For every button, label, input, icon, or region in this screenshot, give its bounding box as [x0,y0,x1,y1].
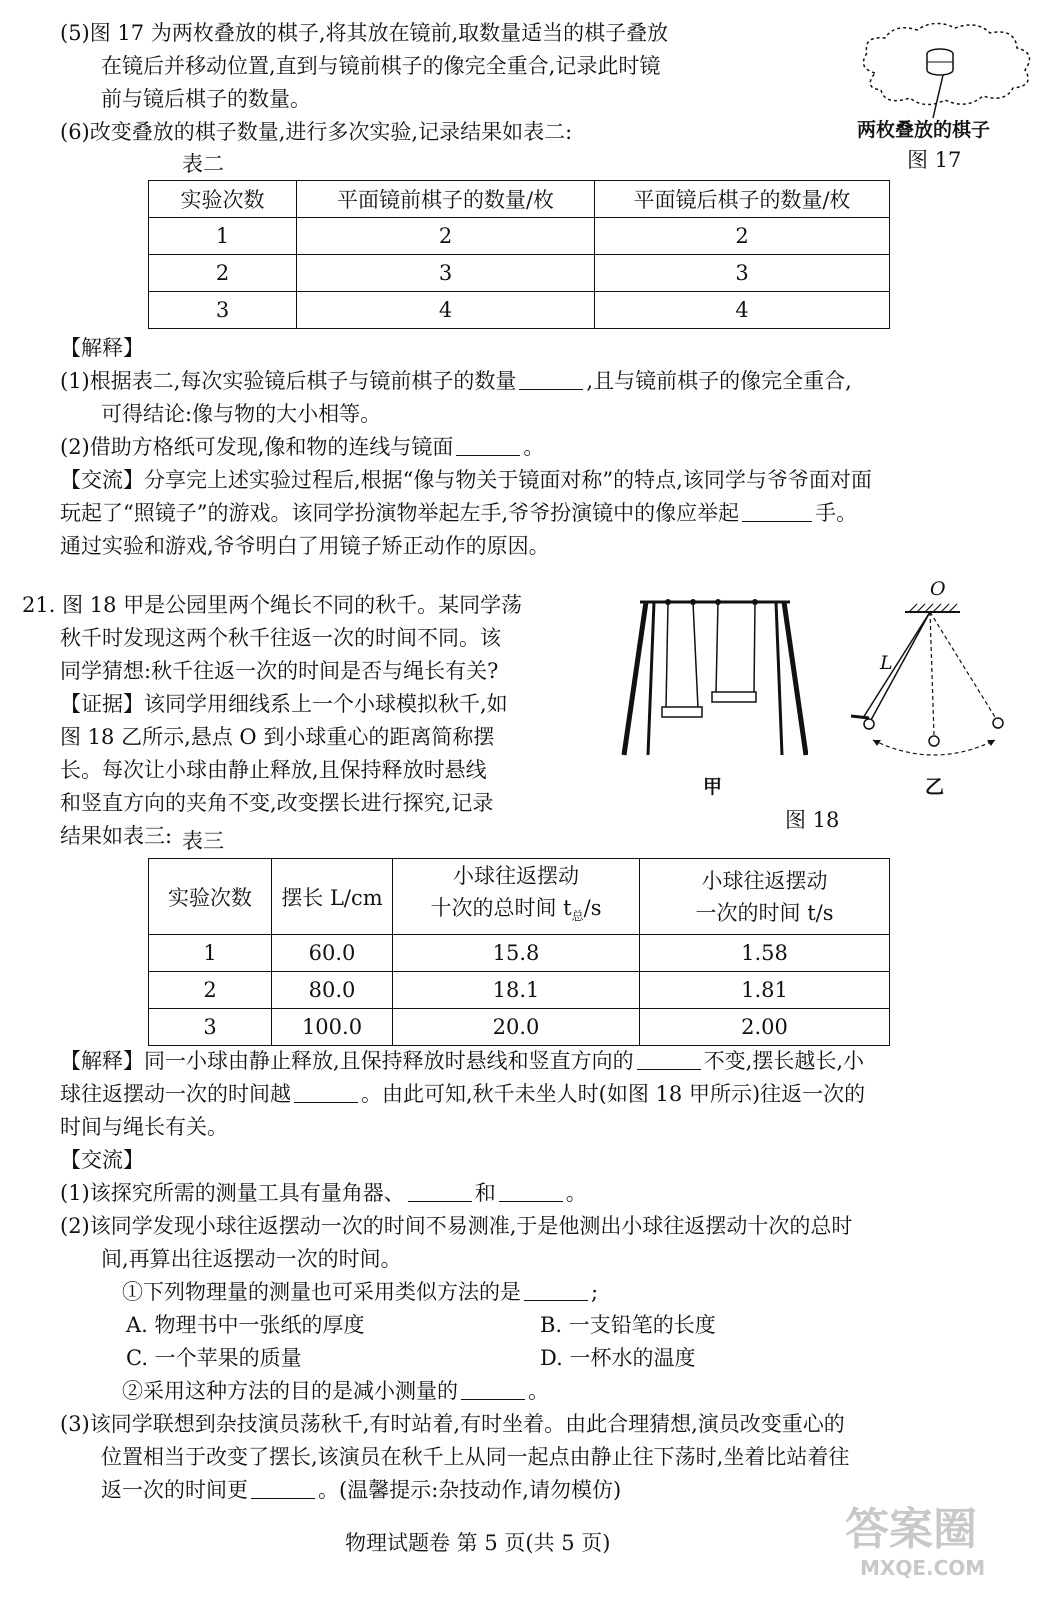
exchange2-sub2 [122,1376,549,1406]
figure-18-caption: 图 18 [785,808,840,832]
table3-cell: 1 [149,935,272,972]
part5-line1: (5)图 17 为两枚叠放的棋子,将其放在镜前,取数量适当的棋子叠放 [60,21,669,45]
table2-cell: 2 [149,255,297,292]
table3-header [640,859,890,935]
table3-cell: 1.81 [640,972,890,1009]
figure-18-label-l: L [880,652,893,674]
exchange2-text: 和 [474,1181,496,1205]
exchange2-q2-line2: 间,再算出往返摆动一次的时间。 [101,1247,402,1271]
exchange1-line3: 通过实验和游戏,爷爷明白了用镜子矫正动作的原因。 [60,534,550,558]
table3-header-subscript: 总 [571,909,584,924]
exchange2-text: (1)该探究所需的测量工具有量角器、 [60,1181,405,1205]
part5-line3: 前与镜后棋子的数量。 [101,87,311,111]
explain1-q2-text: (2)借助方格纸可发现,像和物的连线与镜面 [60,435,454,459]
table3-header-text: 摆长 L/cm [281,885,383,910]
exchange1-line2 [60,498,857,528]
answer-blank[interactable] [524,1280,588,1301]
q21-line1: 21. 图 18 甲是公园里两个绳长不同的秋千。某同学荡 [22,593,523,617]
explain2-text: 【解释】同一小球由静止释放,且保持释放时悬线和竖直方向的 [60,1049,634,1073]
table2-cell: 1 [149,218,297,255]
table3-header [393,859,640,935]
figure-17-label: 两枚叠放的棋子 [857,119,991,141]
table3-header-line: 小球往返摆动 [701,868,828,893]
table2-cell: 2 [297,218,595,255]
table3-cell: 2.00 [640,1009,890,1046]
table3-cell: 100.0 [272,1009,393,1046]
explain1-q1 [60,366,852,396]
explain2-line3: 时间与绳长有关。 [60,1115,228,1139]
table2-cell: 4 [595,292,890,329]
figure-18-label-jia: 甲 [703,776,723,798]
table3-header-line: 小球往返摆动 [453,864,579,889]
table2-cell: 3 [149,292,297,329]
figure-17-cloud [855,18,1045,128]
figure-17-caption: 图 17 [907,148,962,172]
explain2-text: 。由此可知,秋千未坐人时(如图 18 甲所示)往返一次的 [361,1082,866,1106]
table3-cell: 15.8 [393,935,640,972]
q21-line6: 长。每次让小球由静止释放,且保持释放时悬线 [60,758,487,782]
exchange2-text: 。 [528,1379,549,1403]
exchange2-text: 。 [565,1181,587,1205]
q21-line3: 同学猜想:秋千往返一次的时间是否与绳长有关? [60,659,499,683]
table2-row [149,255,890,292]
table3-header-line: 一次的时间 t/s [695,900,834,925]
q21-line5: 图 18 乙所示,悬点 O 到小球重心的距离简称摆 [60,725,495,749]
exchange2-q1 [60,1178,587,1208]
answer-blank[interactable] [499,1181,563,1202]
table3-row [149,1009,890,1046]
exchange2-text: ①下列物理量的测量也可采用类似方法的是 [122,1280,521,1304]
table2-header: 平面镜前棋子的数量/枚 [297,181,595,218]
page-footer: 物理试题卷 第 5 页(共 5 页) [345,1531,611,1555]
explain1-q1-cont: 可得结论:像与物的大小相等。 [101,402,382,426]
table3-header-line [393,892,639,932]
exchange2-q3-line3 [101,1475,621,1505]
table3-cell: 60.0 [272,935,393,972]
table3-cell: 80.0 [272,972,393,1009]
answer-blank[interactable] [408,1181,472,1202]
option-d: D. 一杯水的温度 [540,1346,696,1370]
option-b: B. 一支铅笔的长度 [540,1313,716,1337]
table3-cell: 3 [149,1009,272,1046]
answer-blank[interactable] [519,369,583,390]
watermark-logo: 答案圈 [845,1504,977,1555]
answer-blank[interactable] [251,1478,315,1499]
exchange2-text: ②采用这种方法的目的是减小测量的 [122,1379,458,1403]
table2-cell: 3 [595,255,890,292]
table3-header [272,859,393,935]
q21-line7: 和竖直方向的夹角不变,改变摆长进行探究,记录 [60,791,494,815]
answer-blank[interactable] [456,435,520,456]
explain2-line1 [60,1046,864,1076]
table2-header: 实验次数 [149,181,297,218]
exchange2-sub1 [122,1277,598,1307]
table2-cell: 4 [297,292,595,329]
explain1-q1-text: (1)根据表二,每次实验镜后棋子与镜前棋子的数量 [60,369,517,393]
explain2-text: 球往返摆动一次的时间越 [60,1082,291,1106]
answer-blank[interactable] [294,1082,358,1103]
table3-header-text: /s [583,896,602,921]
table3-row [149,972,890,1009]
figure-18-label-yi: 乙 [925,776,945,798]
option-c: C. 一个苹果的质量 [126,1346,302,1370]
answer-blank[interactable] [742,501,812,522]
table2-title: 表二 [182,152,224,176]
watermark-url: MXQE.COM [860,1556,986,1580]
table2-cell: 2 [595,218,890,255]
table3-cell: 1.58 [640,935,890,972]
figure-18-swing-set [618,595,808,760]
explain1-q1-text: ,且与镜前棋子的像完全重合, [586,369,852,393]
figure-18-pendulum [845,600,1025,780]
table2 [148,180,890,329]
table3-cell: 2 [149,972,272,1009]
exchange2-q3-line1: (3)该同学联想到杂技演员荡秋千,有时站着,有时坐着。由此合理猜想,演员改变重心的 [60,1412,845,1436]
table3-header-text: 十次的总时间 t [430,896,572,921]
exchange1-text: 玩起了“照镜子”的游戏。该同学扮演物举起左手,爷爷扮演镜中的像应举起 [60,501,740,525]
part6-line: (6)改变叠放的棋子数量,进行多次实验,记录结果如表二: [60,120,573,144]
exchange2-title: 【交流】 [60,1148,144,1172]
table3-header: 实验次数 [149,859,272,935]
q21-line4: 【证据】该同学用细线系上一个小球模拟秋千,如 [60,692,508,716]
table2-header: 平面镜后棋子的数量/枚 [595,181,890,218]
exchange2-text: ; [591,1280,599,1304]
option-a: A. 物理书中一张纸的厚度 [126,1313,365,1337]
answer-blank[interactable] [637,1049,701,1070]
table3-cell: 20.0 [393,1009,640,1046]
q21-line8: 结果如表三: [60,824,173,848]
table2-cell: 3 [297,255,595,292]
table3-cell: 18.1 [393,972,640,1009]
part5-line2: 在镜后并移动位置,直到与镜前棋子的像完全重合,记录此时镜 [101,54,661,78]
explain1-title: 【解释】 [60,336,144,360]
explain1-q2-text: 。 [523,435,545,459]
table2-row [149,218,890,255]
table3 [148,858,890,1046]
explain2-line2 [60,1079,865,1109]
exchange1-text: 手。 [815,501,858,525]
exchange2-text: 。(温馨提示:杂技动作,请勿模仿) [318,1478,622,1502]
table3-row [149,935,890,972]
answer-blank[interactable] [461,1379,525,1400]
exchange2-q3-line2: 位置相当于改变了摆长,该演员在秋千上从同一起点由静止往下荡时,坐着比站着往 [101,1445,850,1469]
table3-title: 表三 [182,829,224,853]
table2-row [149,292,890,329]
q21-line2: 秋千时发现这两个秋千往返一次的时间不同。该 [60,626,501,650]
exchange2-q2-line1: (2)该同学发现小球往返摆动一次的时间不易测准,于是他测出小球往返摆动十次的总时 [60,1214,853,1238]
explain1-q2 [60,432,544,462]
figure-18-label-o: O [930,578,946,600]
exchange1-line1: 【交流】分享完上述实验过程后,根据“像与物关于镜面对称”的特点,该同学与爷爷面对面 [60,468,872,492]
explain2-text: 不变,摆长越长,小 [703,1049,865,1073]
exchange2-text: 返一次的时间更 [101,1478,248,1502]
